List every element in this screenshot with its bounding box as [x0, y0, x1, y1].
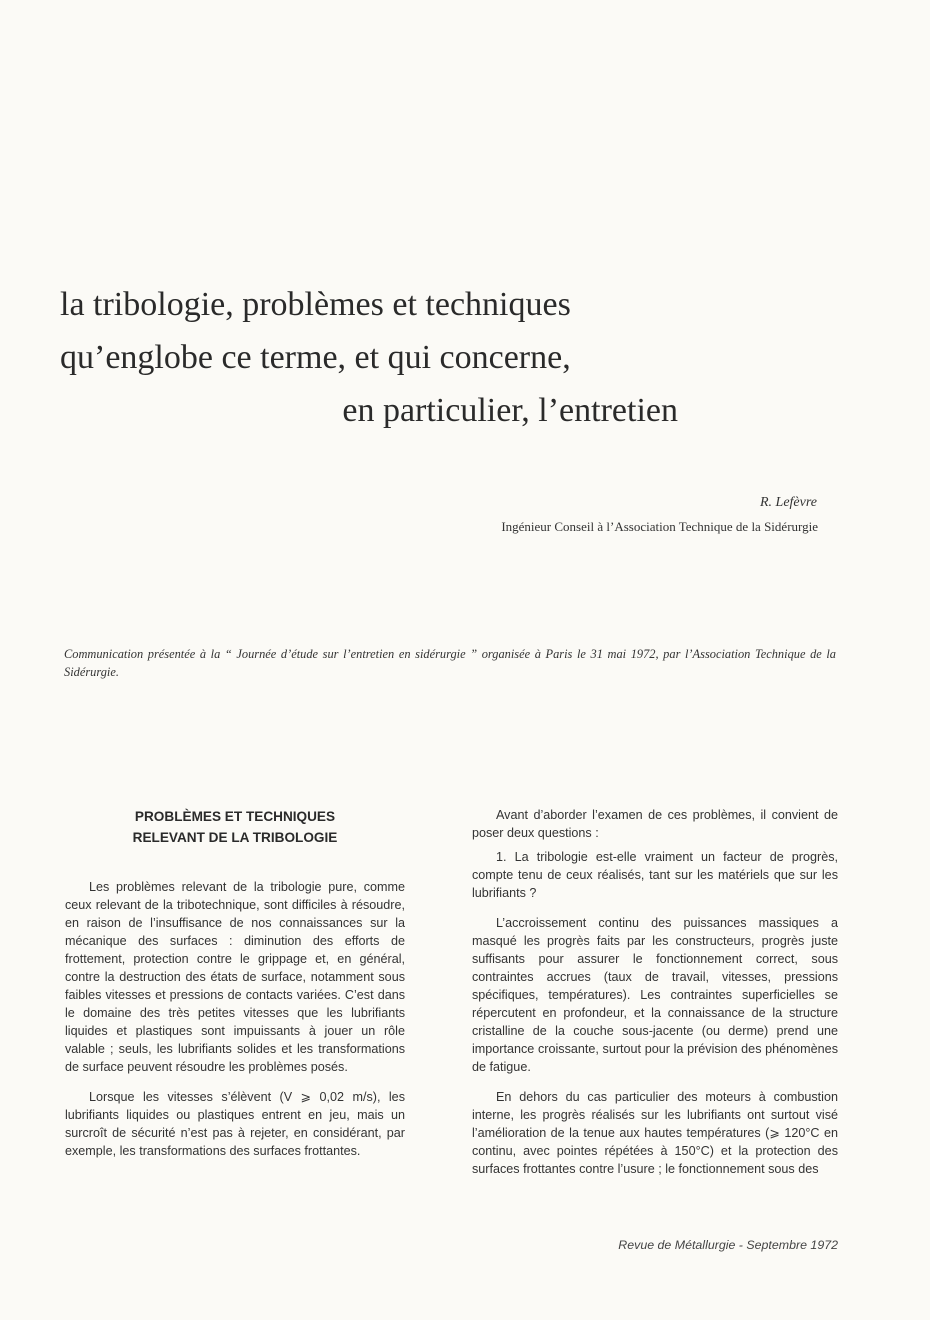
- paragraph: Les problèmes relevant de la tribologie pure, comme ceux relevant de la tribotechnique, sont difficiles à résoudre, en raison de l’insuffisance de nos connaissances sur la mécanique des surfaces : diminution des efforts de frottement, protection contre le grippage et, en général, contre la destruction des états de surface, notamment sous faibles vitesses et pressions de contacts variées. C’est dans le domaine des très petites vitesses que les lubrifiants liquides et plastiques sont impuissants à jouer un rôle valable ; seuls, les lubrifiants solides et les transformations de surface peuvent résoudre les problèmes posés.: [65, 880, 405, 1074]
- author-name: R. Lefèvre: [759, 495, 817, 510]
- paragraph: Avant d’aborder l’examen de ces problèmes, il convient de poser deux questions :: [472, 808, 838, 840]
- right-column: [472, 806, 838, 1190]
- left-column: [65, 806, 405, 1172]
- communication-note: Communication présentée à la “ Journée d’étude sur l’entretien en sidérurgie ” organisée à Paris le 31 mai 1972, par l’Association Technique de la Sidérurgie.: [64, 647, 836, 679]
- paragraph: 1. La tribologie est-elle vraiment un facteur de progrès, compte tenu de ceux réalisés, tant sur les matériels que sur les lubrifiants ?: [472, 850, 838, 900]
- section-heading-line-1: PROBLÈMES ET TECHNIQUES: [134, 809, 336, 824]
- author-affiliation: Ingénieur Conseil à l’Association Technique de la Sidérurgie: [501, 519, 818, 534]
- paragraph: L’accroissement continu des puissances massiques a masqué les progrès faits par les constructeurs, progrès juste suffisants pour assurer le fonctionnement correct, sous contraintes accrues (taux de travail, vitesses, pressions spécifiques, températures). Les contraintes superficielles se répercutent en profondeur, et la connaissance de la structure cristalline de la couche sous-jacente (ou derme) prend une importance croissante, surtout pour la prévision des phénomènes de fatigue.: [472, 916, 838, 1074]
- article-title: [60, 278, 700, 437]
- title-line-2: qu’englobe ce terme, et qui concerne,: [60, 339, 571, 376]
- section-heading-line-2: RELEVANT DE LA TRIBOLOGIE: [132, 830, 338, 845]
- title-line-3: en particulier, l’entretien: [342, 392, 678, 429]
- page-footer: Revue de Métallurgie - Septembre 1972: [618, 1238, 838, 1252]
- paragraph: En dehors du cas particulier des moteurs à combustion interne, les progrès réalisés sur les lubrifiants ont surtout visé l’amélioration de la tenue aux hautes températures (⩾ 120°C en continu, avec pointes répétées à 150°C) et la protection des surfaces frottantes contre l’usure ; le fonctionnement sous des: [472, 1090, 838, 1176]
- title-line-1: la tribologie, problèmes et techniques: [60, 286, 571, 323]
- section-heading: [65, 806, 405, 848]
- paragraph: Lorsque les vitesses s’élèvent (V ⩾ 0,02 m/s), les lubrifiants liquides ou plastiques entrent en jeu, mais un surcroît de sécurité n’est pas à rejeter, en considérant, par exemple, les transformations des surfaces frottantes.: [65, 1090, 405, 1158]
